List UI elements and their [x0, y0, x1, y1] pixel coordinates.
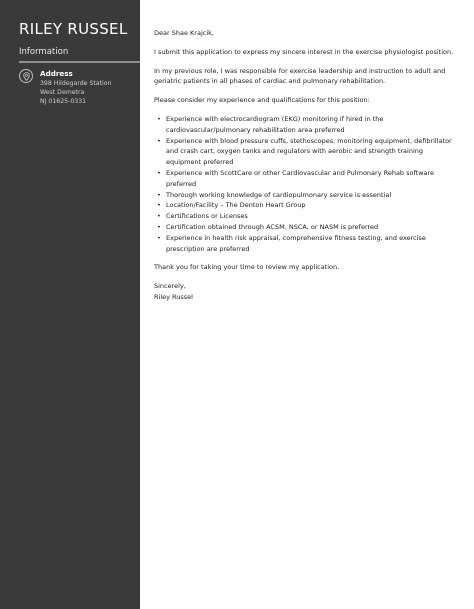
address-line-city: West Demetra: [40, 89, 85, 96]
list-item: [154, 211, 454, 222]
list-item: [154, 136, 454, 168]
bullet-icon: •: [157, 233, 161, 242]
applicant-name: RILEY RUSSEL: [19, 20, 128, 38]
letter-body: [154, 28, 454, 303]
location-pin-icon: [19, 69, 33, 83]
list-item-text: Certifications or Licenses: [166, 212, 248, 221]
letter-paragraph: Please consider my experience and qualifications for this position:: [154, 96, 370, 105]
address-label: Address: [40, 69, 73, 78]
bullet-icon: •: [157, 190, 161, 199]
list-item-text: Experience in health risk appraisal, comprehensive fitness testing, and exercise prescription are preferred: [166, 233, 426, 253]
list-item-text: Location/Facility – The Denton Heart Group: [166, 201, 306, 210]
list-item: [154, 114, 454, 136]
list-item-text: Experience with blood pressure cuffs, stethoscopes, monitoring equipment, defibrillator and crash cart, oxygen tanks and regulators with aerobic and strength training equipment preferred: [166, 136, 452, 167]
list-item-text: Thorough working knowledge of cardiopulmonary service is essential: [166, 190, 392, 199]
letter-signoff: Sincerely,: [154, 282, 186, 291]
letter-thanks: Thank you for taking your time to review my application.: [154, 263, 340, 272]
letter-signature-name: Riley Russel: [154, 292, 193, 301]
bullet-icon: •: [157, 168, 161, 177]
list-item-text: Experience with electrocardiogram (EKG) monitoring if hired in the cardiovascular/pulmonary rehabilitation area preferred: [166, 114, 384, 134]
list-item-text: Certification obtained through ACSM, NSCA, or NASM is preferred: [166, 222, 379, 231]
sidebar: [0, 0, 140, 609]
letter-greeting: Dear Shae Krajcik,: [154, 29, 214, 37]
bullet-icon: •: [157, 222, 161, 231]
bullet-icon: •: [157, 114, 161, 123]
list-item: [154, 200, 454, 211]
bullet-icon: •: [157, 201, 161, 210]
bullet-icon: •: [157, 212, 161, 221]
list-item: [154, 233, 454, 255]
letter-paragraph: I submit this application to express my sincere interest in the exercise physiologist position.: [154, 47, 454, 56]
list-item: [154, 222, 454, 233]
letter-paragraph: In my previous role, I was responsible for exercise leadership and instruction to adult and geriatric patients in all phases of cardiac and pulmonary rehabilitation.: [154, 66, 446, 86]
list-item: [154, 190, 454, 201]
list-item-text: Experience with ScottCare or other Cardiovascular and Pulmonary Rehab software preferred: [166, 168, 435, 188]
bullet-icon: •: [157, 136, 161, 145]
list-item: [154, 168, 454, 190]
address-line-state-zip: NJ 01625-0331: [40, 98, 87, 105]
address-line-street: 398 Hildegarde Station: [40, 80, 112, 87]
section-divider: [19, 61, 140, 63]
qualification-list: [154, 114, 454, 254]
information-heading: Information: [19, 47, 69, 57]
